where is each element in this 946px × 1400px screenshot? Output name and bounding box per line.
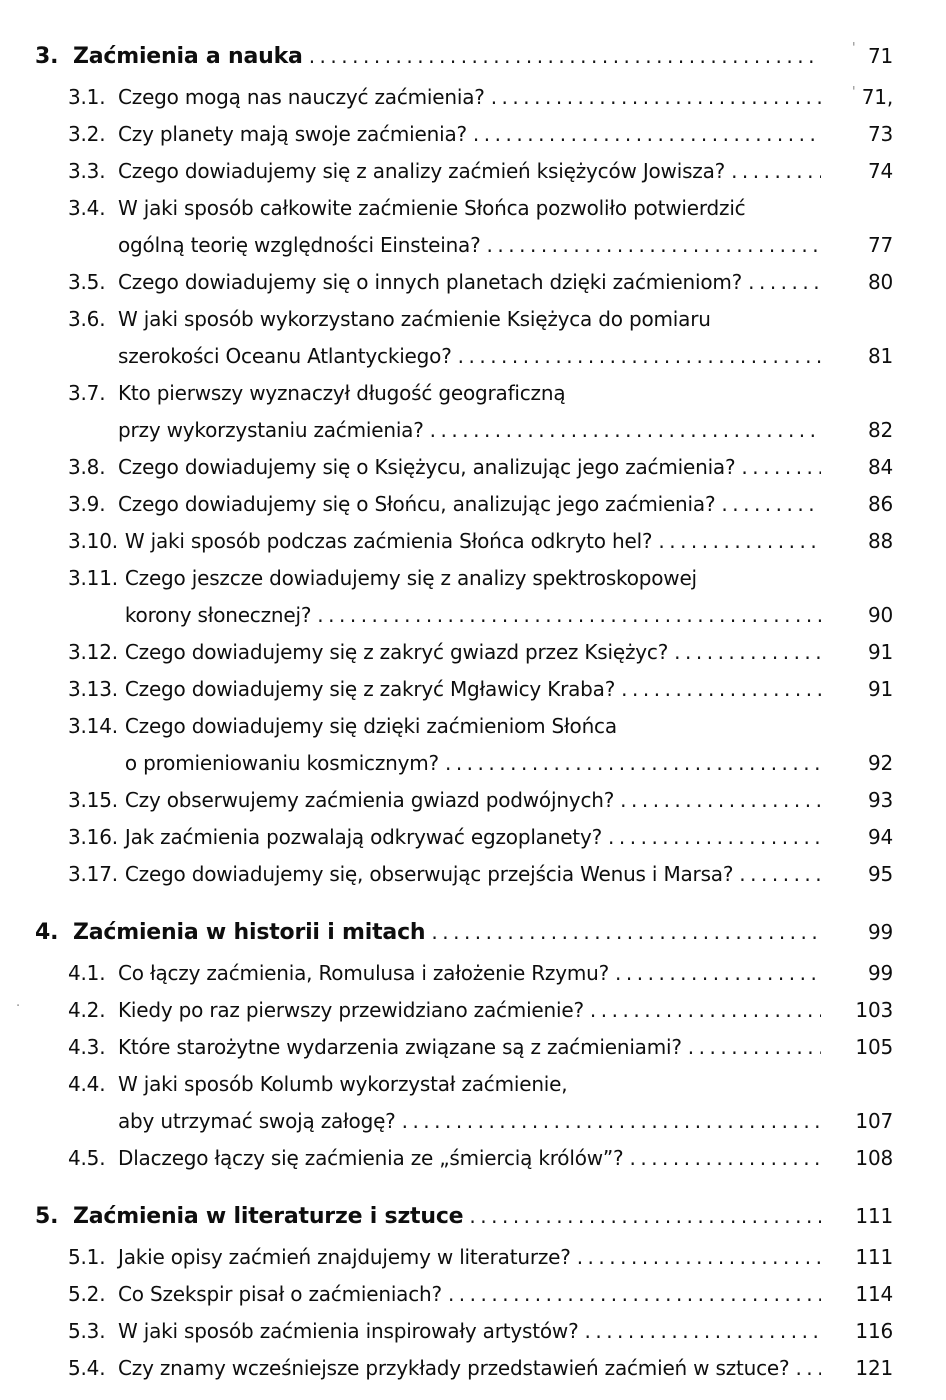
dot-leader — [487, 227, 821, 264]
toc-page-number: 116 — [855, 1319, 893, 1343]
toc-entry-text: Czy obserwujemy zaćmienia gwiazd podwójnych? — [124, 788, 615, 812]
toc-entry-text: o promieniowaniu kosmicznym? — [124, 751, 439, 775]
toc-entry-body — [118, 1350, 825, 1387]
toc-entry — [68, 1066, 893, 1140]
toc-entry — [68, 1140, 893, 1177]
toc-entry-number: 5.4. — [68, 1356, 106, 1380]
toc-entry — [68, 856, 893, 893]
toc-entry-text: W jaki sposób podczas zaćmienia Słońca odkryto hel? — [124, 529, 653, 553]
toc-page-number: 91 — [867, 677, 893, 701]
toc-entry-body — [125, 856, 825, 893]
toc-entry-body — [118, 1276, 825, 1313]
toc-entry-body — [118, 153, 825, 190]
toc-section-number: 3. — [35, 44, 59, 69]
toc-entry — [68, 1350, 893, 1387]
dot-leader — [473, 116, 821, 153]
toc-entry — [68, 819, 893, 856]
toc-entry-text: Czego jeszcze dowiadujemy się z analizy spektroskopowej — [124, 566, 697, 590]
toc-entry-number: 3.17. — [68, 862, 118, 886]
toc-entry — [68, 301, 893, 375]
toc — [35, 38, 893, 1387]
toc-entry-text: Czego mogą nas nauczyć zaćmienia? — [118, 85, 485, 109]
toc-section — [35, 914, 893, 1177]
toc-entry-text: Dlaczego łączy się zaćmienia ze „śmiercią królów”? — [118, 1146, 624, 1170]
toc-page-number: 86 — [867, 492, 893, 516]
toc-page-number: 90 — [867, 603, 893, 627]
dot-leader — [317, 597, 821, 634]
toc-entry-number: 3.15. — [68, 788, 118, 812]
dot-leader — [402, 1103, 821, 1140]
toc-page-number: 77 — [867, 233, 893, 257]
toc-entry-number: 4.5. — [68, 1146, 106, 1170]
toc-entry-body — [118, 1239, 825, 1276]
toc-entry-text: W jaki sposób Kolumb wykorzystał zaćmienie, — [118, 1072, 568, 1096]
toc-page-number: 94 — [867, 825, 893, 849]
toc-entry-text: W jaki sposób całkowite zaćmienie Słońca pozwoliło potwierdzić — [118, 196, 746, 220]
toc-entry-body — [125, 671, 825, 708]
toc-entry-body — [118, 992, 825, 1029]
toc-entry-body — [73, 914, 825, 951]
toc-entry-number: 4.3. — [68, 1035, 106, 1059]
toc-entry-body — [118, 301, 825, 375]
toc-entry — [68, 1276, 893, 1313]
toc-section-number: 5. — [35, 1204, 59, 1229]
toc-entry-body — [118, 116, 825, 153]
dot-leader — [629, 1140, 821, 1177]
toc-section-heading — [35, 38, 893, 75]
toc-page-number: 82 — [867, 418, 893, 442]
toc-page-number: 111 — [855, 1204, 893, 1228]
toc-entry-number: 3.11. — [68, 566, 118, 590]
toc-entry-body — [118, 1313, 825, 1350]
toc-page-number: 108 — [855, 1146, 893, 1170]
toc-page-number: 105 — [855, 1035, 893, 1059]
toc-entry — [68, 79, 893, 116]
toc-page-number: 95 — [867, 862, 893, 886]
toc-entry-number: 5.2. — [68, 1282, 106, 1306]
toc-entry-body — [125, 819, 825, 856]
toc-page-number: 111 — [855, 1245, 893, 1269]
toc-entry — [68, 955, 893, 992]
toc-section-number: 4. — [35, 920, 59, 945]
toc-entry-text: Jakie opisy zaćmień znajdujemy w literaturze? — [118, 1245, 571, 1269]
toc-section-title: Zaćmienia w historii i mitach — [73, 920, 426, 945]
toc-entry — [68, 486, 893, 523]
toc-page-number: 71 — [867, 44, 893, 68]
dot-leader — [584, 1313, 821, 1350]
toc-page-number: 99 — [867, 961, 893, 985]
toc-section — [35, 1198, 893, 1387]
toc-entry-text: Czego dowiadujemy się o Słońcu, analizując jego zaćmienia? — [118, 492, 716, 516]
toc-entry — [68, 1239, 893, 1276]
toc-entry — [68, 449, 893, 486]
toc-page-number: 107 — [855, 1109, 893, 1133]
toc-entry-text: Czego dowiadujemy się, obserwując przejścia Wenus i Marsa? — [124, 862, 734, 886]
dot-leader — [615, 955, 821, 992]
toc-section — [35, 38, 893, 893]
toc-entry-text: Kto pierwszy wyznaczył długość geograficzną — [118, 381, 566, 405]
toc-entry-number: 3.2. — [68, 122, 106, 146]
toc-entry-number: 3.10. — [68, 529, 118, 553]
toc-page-number: 121 — [855, 1356, 893, 1380]
toc-entry-number: 3.6. — [68, 307, 106, 331]
toc-entry-number: 3.8. — [68, 455, 106, 479]
toc-page-number: 92 — [867, 751, 893, 775]
toc-page-number: 84 — [867, 455, 893, 479]
dot-leader — [458, 338, 821, 375]
toc-entry-body — [118, 1029, 825, 1066]
dot-leader — [688, 1029, 821, 1066]
dot-leader — [620, 782, 821, 819]
toc-entry-body — [125, 560, 825, 634]
toc-entry-body — [118, 955, 825, 992]
toc-entry-number: 3.3. — [68, 159, 106, 183]
toc-section-heading — [35, 1198, 893, 1235]
toc-page-number: 73 — [867, 122, 893, 146]
dot-leader — [491, 79, 821, 116]
toc-entry — [68, 153, 893, 190]
toc-page-number: 93 — [867, 788, 893, 812]
toc-entry — [68, 560, 893, 634]
toc-entry-number: 4.1. — [68, 961, 106, 985]
toc-entry-body — [118, 1140, 825, 1177]
toc-section-heading — [35, 914, 893, 951]
dot-leader — [430, 412, 821, 449]
toc-entry-body — [118, 449, 825, 486]
dot-leader — [448, 1276, 821, 1313]
dot-leader — [741, 449, 821, 486]
toc-entry — [68, 992, 893, 1029]
toc-entry-body — [125, 782, 825, 819]
toc-entry-number: 3.16. — [68, 825, 118, 849]
toc-page-number: 80 — [867, 270, 893, 294]
toc-page-number: 88 — [867, 529, 893, 553]
toc-entry-body — [125, 708, 825, 782]
toc-entry-body — [73, 1198, 825, 1235]
toc-entry — [68, 1313, 893, 1350]
toc-entry — [68, 264, 893, 301]
toc-entry-text: Kiedy po raz pierwszy przewidziano zaćmienie? — [118, 998, 584, 1022]
dot-leader — [431, 914, 821, 951]
toc-entry — [68, 708, 893, 782]
dot-leader — [469, 1198, 821, 1235]
scan-speck: ' — [852, 41, 856, 56]
toc-entry-text: korony słonecznej? — [124, 603, 312, 627]
toc-entry-number: 3.14. — [68, 714, 118, 738]
toc-entry-number: 3.9. — [68, 492, 106, 516]
dot-leader — [674, 634, 821, 671]
dot-leader — [608, 819, 821, 856]
scan-speck: . — [16, 995, 21, 1010]
toc-entry-body — [125, 634, 825, 671]
toc-entry-text: W jaki sposób zaćmienia inspirowały artystów? — [118, 1319, 579, 1343]
toc-entry-body — [118, 375, 825, 449]
dot-leader — [309, 38, 821, 75]
toc-entry-text: szerokości Oceanu Atlantyckiego? — [118, 344, 452, 368]
toc-entry — [68, 634, 893, 671]
toc-entry-number: 3.5. — [68, 270, 106, 294]
dot-leader — [748, 264, 821, 301]
toc-entry-text: Czego dowiadujemy się z zakryć Mgławicy Kraba? — [124, 677, 616, 701]
dot-leader — [721, 486, 821, 523]
toc-entry-text: przy wykorzystaniu zaćmienia? — [118, 418, 424, 442]
toc-section-title: Zaćmienia w literaturze i sztuce — [73, 1204, 464, 1229]
toc-entry-body — [118, 190, 825, 264]
toc-page-number: 114 — [855, 1282, 893, 1306]
toc-entry-text: Jak zaćmienia pozwalają odkrywać egzoplanety? — [124, 825, 603, 849]
toc-page-number: 71, — [861, 85, 893, 109]
toc-entry — [68, 190, 893, 264]
toc-entry-text: Czego dowiadujemy się o innych planetach dzięki zaćmieniom? — [118, 270, 743, 294]
toc-entry-text: Czy znamy wcześniejsze przykłady przedstawień zaćmień w sztuce? — [118, 1356, 790, 1380]
toc-entry-text: Które starożytne wydarzenia związane są z zaćmieniami? — [118, 1035, 682, 1059]
scan-speck: ' — [852, 85, 856, 100]
toc-entry-text: ogólną teorię względności Einsteina? — [118, 233, 481, 257]
toc-entry-number: 3.4. — [68, 196, 106, 220]
toc-entry-number: 5.3. — [68, 1319, 106, 1343]
toc-entry-number: 3.13. — [68, 677, 118, 701]
toc-entry-text: Co Szekspir pisał o zaćmieniach? — [118, 1282, 442, 1306]
toc-entry-number: 4.4. — [68, 1072, 106, 1096]
toc-entry-body — [118, 1066, 825, 1140]
dot-leader — [739, 856, 821, 893]
toc-page-number: 99 — [867, 920, 893, 944]
toc-entry-text: Co łączy zaćmienia, Romulusa i założenie Rzymu? — [118, 961, 610, 985]
toc-entry-body — [118, 486, 825, 523]
toc-entry-text: Czy planety mają swoje zaćmienia? — [118, 122, 467, 146]
dot-leader — [621, 671, 821, 708]
toc-entry-text: Czego dowiadujemy się z analizy zaćmień księżyców Jowisza? — [118, 159, 726, 183]
dot-leader — [731, 153, 821, 190]
dot-leader — [590, 992, 821, 1029]
dot-leader — [795, 1350, 821, 1387]
toc-entry-body — [73, 38, 825, 75]
toc-page-number: 91 — [867, 640, 893, 664]
toc-entry — [68, 1029, 893, 1066]
toc-entry — [68, 523, 893, 560]
dot-leader — [577, 1239, 821, 1276]
toc-page-number: 81 — [867, 344, 893, 368]
toc-entry-number: 5.1. — [68, 1245, 106, 1269]
toc-entry-body — [118, 79, 825, 116]
toc-entry-number: 3.12. — [68, 640, 118, 664]
toc-entry-text: W jaki sposób wykorzystano zaćmienie Księżyca do pomiaru — [118, 307, 711, 331]
toc-entry-number: 3.1. — [68, 85, 106, 109]
toc-entry-text: Czego dowiadujemy się z zakryć gwiazd przez Księżyc? — [124, 640, 669, 664]
toc-entry-text: Czego dowiadujemy się dzięki zaćmieniom Słońca — [124, 714, 617, 738]
toc-entry-text: Czego dowiadujemy się o Księżycu, analizując jego zaćmienia? — [118, 455, 736, 479]
toc-entry — [68, 375, 893, 449]
toc-entry-body — [125, 523, 825, 560]
toc-entry — [68, 782, 893, 819]
dot-leader — [658, 523, 821, 560]
toc-section-title: Zaćmienia a nauka — [73, 44, 303, 69]
dot-leader — [445, 745, 821, 782]
toc-page-number: 74 — [867, 159, 893, 183]
toc-entry — [68, 671, 893, 708]
toc-entry-body — [118, 264, 825, 301]
toc-entry-text: aby utrzymać swoją załogę? — [118, 1109, 396, 1133]
toc-entry-number: 4.2. — [68, 998, 106, 1022]
toc-page-number: 103 — [855, 998, 893, 1022]
toc-entry — [68, 116, 893, 153]
toc-entry-number: 3.7. — [68, 381, 106, 405]
